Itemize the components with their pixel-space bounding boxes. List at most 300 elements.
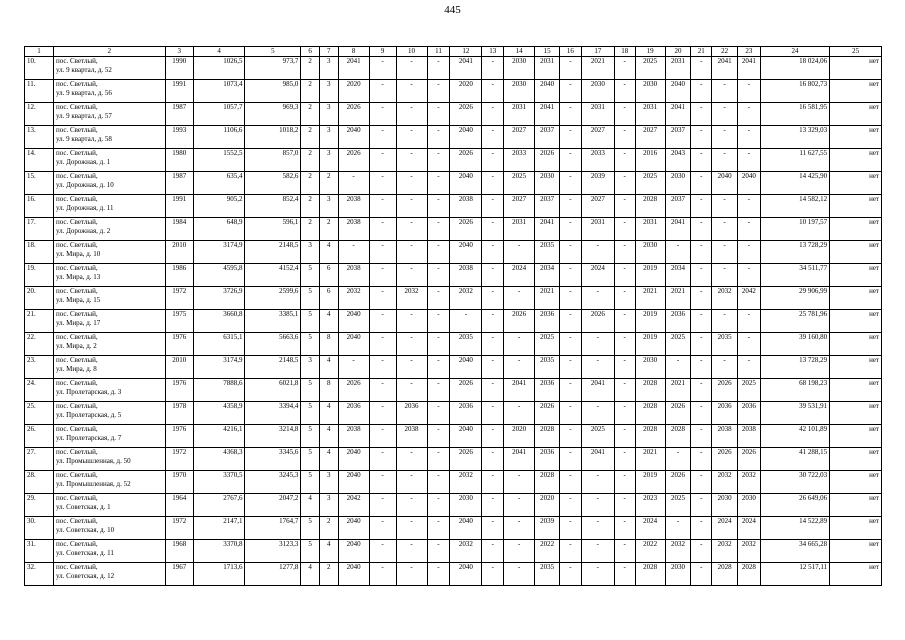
- data-cell: 2026: [450, 149, 482, 172]
- data-cell: -: [369, 241, 396, 264]
- data-cell: 1713,6: [193, 563, 245, 586]
- data-cell: -: [712, 310, 738, 333]
- data-cell: -: [614, 379, 635, 402]
- data-cell: 5: [301, 517, 320, 540]
- data-cell: -: [712, 218, 738, 241]
- data-cell: -: [369, 80, 396, 103]
- data-cell: -: [396, 57, 427, 80]
- row-number-cell: 15.: [25, 172, 54, 195]
- status-cell: нет: [830, 126, 882, 149]
- data-cell: -: [691, 80, 712, 103]
- cost-cell: 25 781,96: [760, 310, 829, 333]
- row-number-cell: 31.: [25, 540, 54, 563]
- data-cell: -: [482, 264, 504, 287]
- data-cell: 2038: [338, 218, 369, 241]
- data-cell: -: [581, 287, 614, 310]
- data-cell: 2028: [535, 471, 560, 494]
- data-cell: -: [396, 264, 427, 287]
- column-number-header: 1: [25, 47, 54, 57]
- data-cell: 3: [319, 103, 338, 126]
- data-cell: 1980: [165, 149, 193, 172]
- data-cell: 3385,1: [245, 310, 301, 333]
- data-cell: 2043: [665, 149, 691, 172]
- data-cell: 2028: [665, 425, 691, 448]
- data-cell: 2: [301, 218, 320, 241]
- data-cell: 2026: [450, 448, 482, 471]
- data-cell: 2037: [665, 126, 691, 149]
- data-cell: 2032: [338, 287, 369, 310]
- address-cell: пос. Светлый, ул. Дорожная, д. 1: [53, 149, 165, 172]
- data-cell: -: [560, 471, 582, 494]
- data-cell: -: [581, 517, 614, 540]
- data-cell: -: [482, 287, 504, 310]
- data-cell: 2038: [712, 425, 738, 448]
- data-cell: -: [396, 379, 427, 402]
- row-number-cell: 21.: [25, 310, 54, 333]
- data-cell: 1964: [165, 494, 193, 517]
- data-cell: -: [560, 517, 582, 540]
- table-row: [25, 517, 882, 540]
- data-cell: -: [691, 379, 712, 402]
- data-cell: -: [369, 287, 396, 310]
- data-cell: 2024: [581, 264, 614, 287]
- data-cell: -: [560, 356, 582, 379]
- data-cell: 1993: [165, 126, 193, 149]
- data-cell: 2021: [635, 287, 665, 310]
- data-cell: 5: [301, 540, 320, 563]
- data-cell: 2028: [712, 563, 738, 586]
- cost-cell: 26 649,06: [760, 494, 829, 517]
- data-cell: -: [338, 356, 369, 379]
- data-cell: 2025: [635, 57, 665, 80]
- data-cell: -: [614, 494, 635, 517]
- data-cell: -: [427, 241, 450, 264]
- data-cell: -: [504, 333, 535, 356]
- table-row: [25, 425, 882, 448]
- cost-cell: 13 728,29: [760, 356, 829, 379]
- data-cell: 2024: [738, 517, 761, 540]
- data-cell: 2025: [504, 172, 535, 195]
- data-cell: 582,6: [245, 172, 301, 195]
- status-cell: нет: [830, 494, 882, 517]
- data-cell: 1277,8: [245, 563, 301, 586]
- data-cell: 3174,9: [193, 356, 245, 379]
- cost-cell: 12 517,11: [760, 563, 829, 586]
- data-cell: 2599,6: [245, 287, 301, 310]
- row-number-cell: 20.: [25, 287, 54, 310]
- cost-cell: 41 288,15: [760, 448, 829, 471]
- data-cell: 2021: [665, 379, 691, 402]
- row-number-cell: 24.: [25, 379, 54, 402]
- data-cell: -: [396, 80, 427, 103]
- data-cell: 4: [319, 310, 338, 333]
- status-cell: нет: [830, 103, 882, 126]
- data-cell: -: [665, 356, 691, 379]
- data-cell: 969,3: [245, 103, 301, 126]
- data-cell: 4216,1: [193, 425, 245, 448]
- row-number-cell: 14.: [25, 149, 54, 172]
- column-number-header: 12: [450, 47, 482, 57]
- row-number-cell: 16.: [25, 195, 54, 218]
- data-cell: 3726,9: [193, 287, 245, 310]
- data-cell: 2041: [738, 57, 761, 80]
- data-cell: -: [738, 80, 761, 103]
- data-cell: -: [427, 103, 450, 126]
- data-cell: 5: [301, 402, 320, 425]
- data-cell: 2025: [738, 379, 761, 402]
- data-cell: 2028: [635, 379, 665, 402]
- data-cell: -: [369, 149, 396, 172]
- table-row: [25, 333, 882, 356]
- data-cell: -: [482, 149, 504, 172]
- data-cell: 4: [319, 241, 338, 264]
- data-cell: -: [560, 310, 582, 333]
- cost-cell: 14 425,90: [760, 172, 829, 195]
- data-cell: -: [427, 471, 450, 494]
- data-cell: 5: [301, 448, 320, 471]
- data-cell: -: [482, 57, 504, 80]
- data-cell: 2032: [712, 540, 738, 563]
- data-cell: 2026: [338, 379, 369, 402]
- data-cell: 8: [319, 379, 338, 402]
- cost-cell: 39 531,91: [760, 402, 829, 425]
- address-cell: пос. Светлый, ул. Дорожная, д. 11: [53, 195, 165, 218]
- data-cell: 2036: [535, 379, 560, 402]
- data-cell: -: [614, 126, 635, 149]
- data-cell: 2: [301, 80, 320, 103]
- data-cell: 2030: [581, 80, 614, 103]
- data-cell: -: [614, 448, 635, 471]
- data-cell: 2026: [581, 310, 614, 333]
- data-cell: -: [396, 471, 427, 494]
- status-cell: нет: [830, 471, 882, 494]
- data-cell: -: [738, 126, 761, 149]
- data-cell: 5: [301, 425, 320, 448]
- row-number-cell: 12.: [25, 103, 54, 126]
- data-cell: 852,4: [245, 195, 301, 218]
- row-number-cell: 11.: [25, 80, 54, 103]
- data-cell: -: [614, 57, 635, 80]
- data-cell: 2033: [504, 149, 535, 172]
- data-cell: -: [581, 356, 614, 379]
- data-cell: -: [396, 103, 427, 126]
- data-cell: 2026: [338, 149, 369, 172]
- data-cell: -: [369, 195, 396, 218]
- data-cell: -: [504, 563, 535, 586]
- data-cell: 2022: [635, 540, 665, 563]
- data-cell: -: [482, 379, 504, 402]
- data-cell: 2032: [712, 287, 738, 310]
- data-cell: 4: [319, 448, 338, 471]
- data-cell: 2032: [665, 540, 691, 563]
- data-cell: -: [504, 356, 535, 379]
- data-cell: 2036: [712, 402, 738, 425]
- data-cell: 2026: [712, 448, 738, 471]
- data-cell: 2041: [581, 448, 614, 471]
- data-cell: 2041: [665, 218, 691, 241]
- status-cell: нет: [830, 287, 882, 310]
- data-cell: 1972: [165, 448, 193, 471]
- table-row: [25, 494, 882, 517]
- data-cell: -: [738, 195, 761, 218]
- table-body: [25, 57, 882, 586]
- data-cell: 2025: [581, 425, 614, 448]
- data-cell: 2: [301, 172, 320, 195]
- address-cell: пос. Светлый, ул. Советская, д. 12: [53, 563, 165, 586]
- data-cell: 1970: [165, 471, 193, 494]
- data-cell: -: [712, 126, 738, 149]
- data-cell: 8: [319, 333, 338, 356]
- data-cell: -: [691, 448, 712, 471]
- data-cell: 2038: [450, 264, 482, 287]
- data-cell: 2040: [338, 126, 369, 149]
- data-cell: 2047,2: [245, 494, 301, 517]
- data-cell: -: [614, 264, 635, 287]
- table-row: [25, 57, 882, 80]
- data-cell: 1972: [165, 517, 193, 540]
- table-row: [25, 448, 882, 471]
- data-cell: 3: [319, 80, 338, 103]
- data-cell: 2040: [450, 425, 482, 448]
- data-cell: 1978: [165, 402, 193, 425]
- status-cell: нет: [830, 264, 882, 287]
- data-cell: 2040: [450, 356, 482, 379]
- data-cell: 2032: [450, 471, 482, 494]
- data-cell: 1987: [165, 103, 193, 126]
- data-cell: -: [482, 448, 504, 471]
- row-number-cell: 22.: [25, 333, 54, 356]
- data-cell: -: [482, 103, 504, 126]
- cost-cell: 16 802,73: [760, 80, 829, 103]
- data-cell: 2032: [712, 471, 738, 494]
- data-cell: -: [738, 241, 761, 264]
- data-cell: 2032: [450, 287, 482, 310]
- data-cell: 2040: [450, 517, 482, 540]
- data-cell: 2036: [338, 402, 369, 425]
- data-cell: -: [712, 103, 738, 126]
- data-cell: -: [396, 333, 427, 356]
- data-cell: -: [665, 241, 691, 264]
- data-cell: 2020: [450, 80, 482, 103]
- data-cell: -: [691, 471, 712, 494]
- data-cell: -: [560, 195, 582, 218]
- data-cell: -: [691, 517, 712, 540]
- data-cell: 2041: [504, 379, 535, 402]
- data-cell: -: [691, 310, 712, 333]
- data-cell: -: [614, 517, 635, 540]
- data-cell: 4595,8: [193, 264, 245, 287]
- data-cell: 905,2: [193, 195, 245, 218]
- data-cell: 2037: [535, 126, 560, 149]
- data-cell: 1991: [165, 80, 193, 103]
- data-cell: 2026: [535, 402, 560, 425]
- address-cell: пос. Светлый, ул. Советская, д. 1: [53, 494, 165, 517]
- row-number-cell: 30.: [25, 517, 54, 540]
- data-cell: 2: [301, 126, 320, 149]
- data-cell: -: [504, 287, 535, 310]
- data-cell: -: [560, 563, 582, 586]
- data-cell: 2030: [712, 494, 738, 517]
- data-cell: -: [691, 172, 712, 195]
- data-cell: 2028: [535, 425, 560, 448]
- data-cell: 2039: [535, 517, 560, 540]
- data-cell: -: [396, 218, 427, 241]
- data-cell: -: [614, 425, 635, 448]
- table-row: [25, 172, 882, 195]
- cost-cell: 14 582,12: [760, 195, 829, 218]
- address-cell: пос. Светлый, ул. 9 квартал, д. 58: [53, 126, 165, 149]
- data-cell: -: [560, 218, 582, 241]
- data-cell: 2031: [635, 103, 665, 126]
- data-cell: 5663,6: [245, 333, 301, 356]
- row-number-cell: 10.: [25, 57, 54, 80]
- data-cell: 2037: [665, 195, 691, 218]
- row-number-cell: 28.: [25, 471, 54, 494]
- data-cell: -: [665, 448, 691, 471]
- data-cell: -: [614, 563, 635, 586]
- data-cell: 1073,4: [193, 80, 245, 103]
- data-cell: -: [482, 195, 504, 218]
- cost-cell: 13 728,29: [760, 241, 829, 264]
- cost-cell: 11 627,55: [760, 149, 829, 172]
- data-cell: 1106,6: [193, 126, 245, 149]
- data-cell: -: [504, 494, 535, 517]
- data-cell: -: [712, 80, 738, 103]
- data-cell: 2: [319, 563, 338, 586]
- data-cell: 2038: [738, 425, 761, 448]
- data-cell: 2038: [338, 425, 369, 448]
- address-cell: пос. Светлый, ул. Мира, д. 10: [53, 241, 165, 264]
- row-number-cell: 23.: [25, 356, 54, 379]
- data-cell: 2040: [338, 563, 369, 586]
- data-cell: 2035: [450, 333, 482, 356]
- data-cell: 2026: [665, 402, 691, 425]
- data-cell: -: [738, 264, 761, 287]
- status-cell: нет: [830, 149, 882, 172]
- column-number-header: 6: [301, 47, 320, 57]
- data-cell: -: [482, 540, 504, 563]
- status-cell: нет: [830, 172, 882, 195]
- data-cell: -: [560, 448, 582, 471]
- data-cell: -: [691, 264, 712, 287]
- data-cell: -: [396, 310, 427, 333]
- data-cell: -: [427, 494, 450, 517]
- data-cell: 2: [319, 517, 338, 540]
- data-cell: -: [427, 540, 450, 563]
- status-cell: нет: [830, 310, 882, 333]
- status-cell: нет: [830, 540, 882, 563]
- data-cell: 2027: [504, 195, 535, 218]
- data-cell: -: [396, 149, 427, 172]
- data-cell: 2040: [665, 80, 691, 103]
- data-cell: 6315,1: [193, 333, 245, 356]
- data-cell: 2031: [665, 57, 691, 80]
- data-cell: 5: [301, 333, 320, 356]
- status-cell: нет: [830, 425, 882, 448]
- data-cell: 2030: [635, 241, 665, 264]
- data-cell: -: [691, 333, 712, 356]
- data-cell: -: [427, 333, 450, 356]
- data-cell: 1976: [165, 333, 193, 356]
- data-cell: -: [614, 172, 635, 195]
- column-number-header: 19: [635, 47, 665, 57]
- data-cell: -: [504, 540, 535, 563]
- data-cell: 2033: [581, 149, 614, 172]
- data-cell: -: [581, 241, 614, 264]
- data-cell: -: [427, 80, 450, 103]
- status-cell: нет: [830, 402, 882, 425]
- data-cell: -: [369, 471, 396, 494]
- column-number-header: 17: [581, 47, 614, 57]
- data-cell: 2026: [738, 448, 761, 471]
- table-row: [25, 80, 882, 103]
- data-cell: 635,4: [193, 172, 245, 195]
- data-cell: 2148,5: [245, 241, 301, 264]
- data-cell: 2040: [450, 241, 482, 264]
- data-cell: 6: [319, 287, 338, 310]
- data-cell: -: [614, 103, 635, 126]
- data-cell: 1976: [165, 425, 193, 448]
- data-cell: -: [369, 218, 396, 241]
- data-cell: 2025: [665, 333, 691, 356]
- table-row: [25, 310, 882, 333]
- data-cell: 1764,7: [245, 517, 301, 540]
- data-cell: 3: [319, 195, 338, 218]
- data-cell: 5: [301, 379, 320, 402]
- data-cell: -: [581, 494, 614, 517]
- data-cell: 2036: [396, 402, 427, 425]
- data-cell: -: [369, 494, 396, 517]
- data-cell: 985,0: [245, 80, 301, 103]
- data-cell: 2031: [535, 57, 560, 80]
- data-cell: 2036: [665, 310, 691, 333]
- data-cell: 2019: [635, 333, 665, 356]
- data-cell: 2: [301, 195, 320, 218]
- address-cell: пос. Светлый, ул. Промышленная, д. 50: [53, 448, 165, 471]
- data-cell: 2031: [581, 103, 614, 126]
- data-cell: 1968: [165, 540, 193, 563]
- data-cell: 2019: [635, 310, 665, 333]
- data-cell: 2026: [450, 218, 482, 241]
- data-cell: 2030: [665, 172, 691, 195]
- address-cell: пос. Светлый, ул. Пролетарская, д. 7: [53, 425, 165, 448]
- data-cell: 2028: [635, 563, 665, 586]
- data-cell: 2035: [535, 241, 560, 264]
- data-cell: 2026: [450, 103, 482, 126]
- data-cell: -: [427, 448, 450, 471]
- data-cell: 4: [319, 356, 338, 379]
- status-cell: нет: [830, 195, 882, 218]
- table-row: [25, 563, 882, 586]
- data-cell: -: [482, 241, 504, 264]
- data-cell: 2010: [165, 356, 193, 379]
- data-cell: 3: [319, 149, 338, 172]
- data-cell: 4152,4: [245, 264, 301, 287]
- data-cell: 2026: [450, 379, 482, 402]
- column-number-header: 24: [760, 47, 829, 57]
- data-cell: 2026: [504, 310, 535, 333]
- column-number-header: 9: [369, 47, 396, 57]
- data-cell: 1026,5: [193, 57, 245, 80]
- cost-cell: 34 511,77: [760, 264, 829, 287]
- data-cell: -: [691, 563, 712, 586]
- data-cell: -: [427, 563, 450, 586]
- address-cell: пос. Светлый, ул. Дорожная, д. 2: [53, 218, 165, 241]
- data-cell: -: [560, 333, 582, 356]
- data-cell: -: [482, 425, 504, 448]
- column-number-header: 4: [193, 47, 245, 57]
- data-cell: -: [482, 218, 504, 241]
